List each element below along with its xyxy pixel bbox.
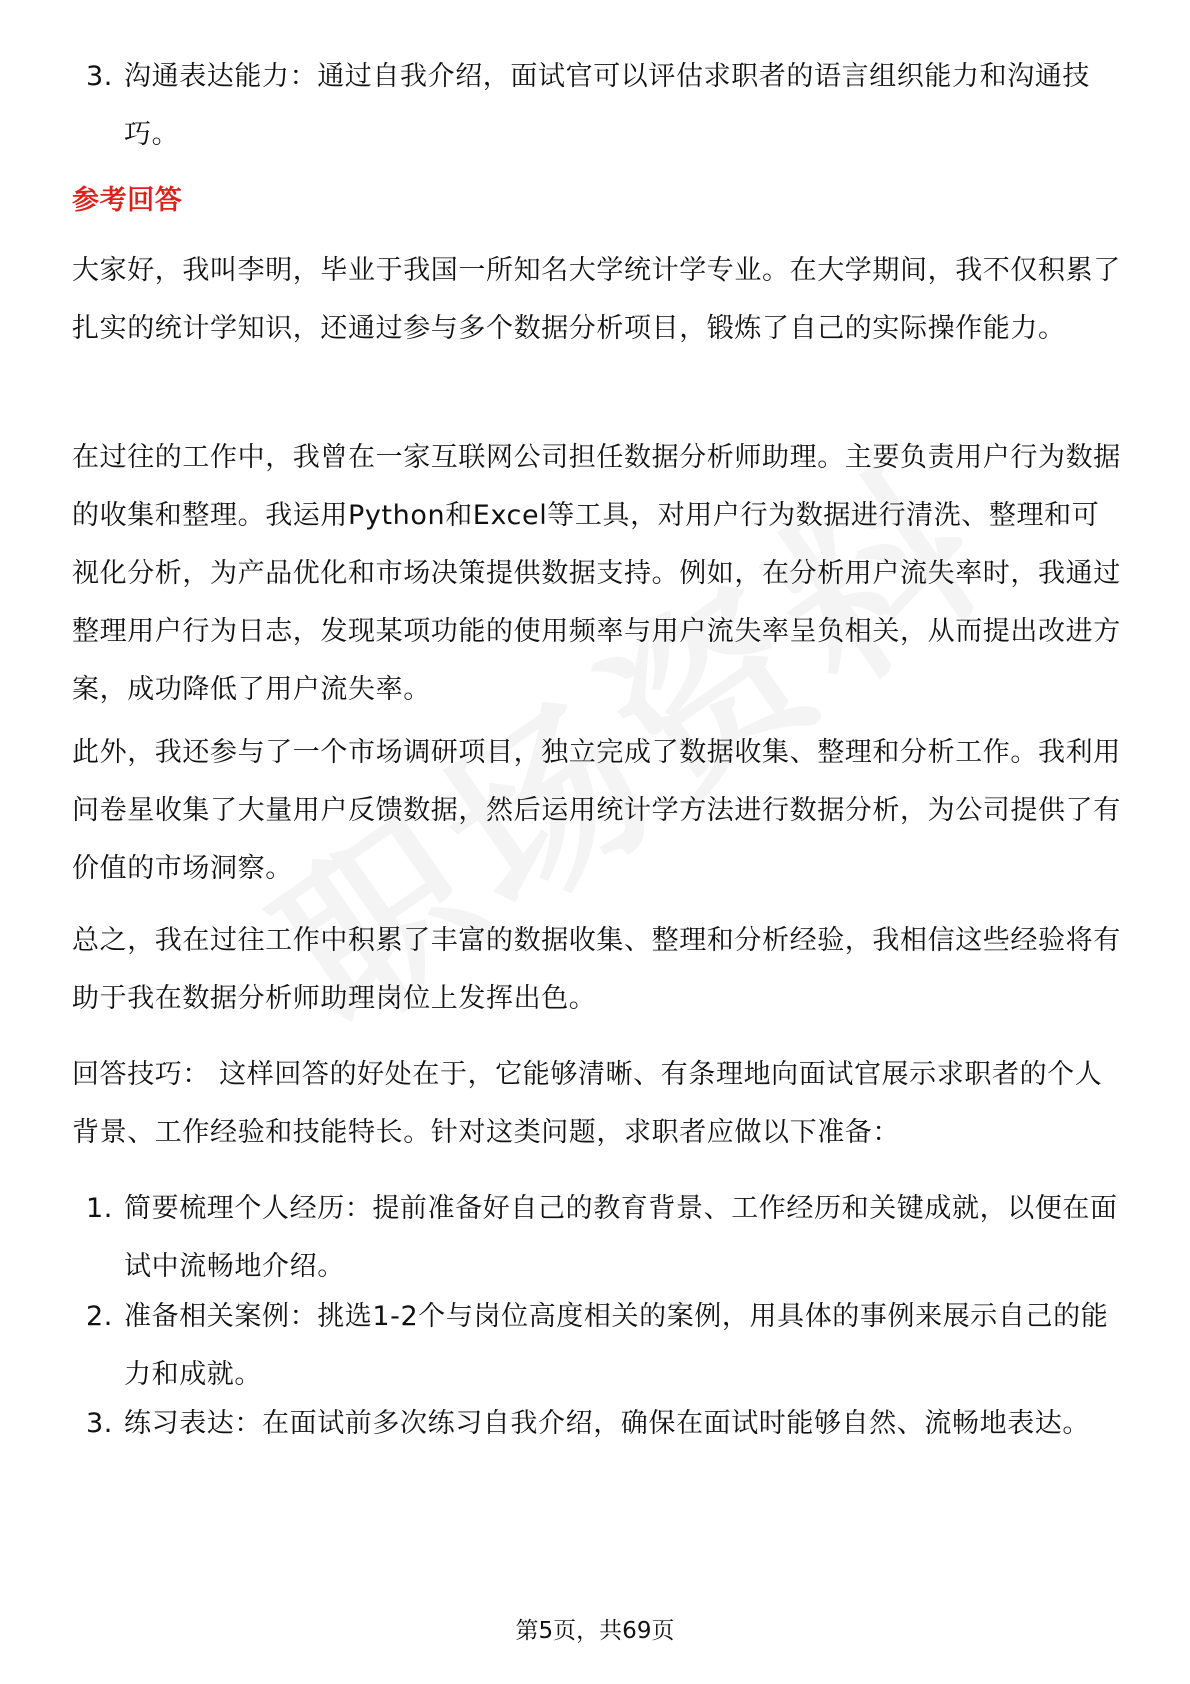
- list-number: 1.: [86, 1193, 113, 1224]
- answer-paragraph: 总之，我在过往工作中积累了丰富的数据收集、整理和分析经验，我相信这些经验将有助于我在数据分析师助理岗位上发挥出色。: [72, 925, 1121, 1014]
- list-item-text: 简要梳理个人经历：提前准备好自己的教育背景、工作经历和关键成就，以便在面试中流畅地介绍。: [124, 1193, 1118, 1282]
- list-item-text: 准备相关案例：挑选1-2个与岗位高度相关的案例，用具体的事例来展示自己的能力和成就。: [124, 1301, 1109, 1390]
- answer-paragraph: 在过往的工作中，我曾在一家互联网公司担任数据分析师助理。主要负责用户行为数据的收集和整理。我运用Python和Excel等工具，对用户行为数据进行清洗、整理和可视化分析，为产品优化和市场决策提供数据支持。例如，在分析用户流失率时，我通过整理用户行为日志，发现某项功能的使用频率与用户流失率呈负相关，从而提出改进方案，成功降低了用户流失率。: [72, 442, 1121, 705]
- page-footer: 第5页，共69页: [515, 1618, 675, 1644]
- answer-paragraph: 此外，我还参与了一个市场调研项目，独立完成了数据收集、整理和分析工作。我利用问卷星收集了大量用户反馈数据，然后运用统计学方法进行数据分析，为公司提供了有价值的市场洞察。: [72, 737, 1121, 884]
- list-item-text: 练习表达：在面试前多次练习自我介绍，确保在面试时能够自然、流畅地表达。: [124, 1408, 1090, 1439]
- answer-paragraph: 大家好，我叫李明，毕业于我国一所知名大学统计学专业。在大学期间，我不仅积累了扎实的统计学知识，还通过参与多个数据分析项目，锻炼了自己的实际操作能力。: [72, 255, 1121, 344]
- list-number: 3.: [86, 1408, 113, 1439]
- list-number: 3.: [86, 61, 113, 92]
- tips-intro: 回答技巧： 这样回答的好处在于，它能够清晰、有条理地向面试官展示求职者的个人背景、工作经验和技能特长。针对这类问题，求职者应做以下准备：: [72, 1059, 1103, 1148]
- list-number: 2.: [86, 1301, 113, 1332]
- section-title: 参考回答: [72, 185, 183, 216]
- list-item-text: 沟通表达能力：通过自我介绍，面试官可以评估求职者的语言组织能力和沟通技巧。: [124, 61, 1090, 150]
